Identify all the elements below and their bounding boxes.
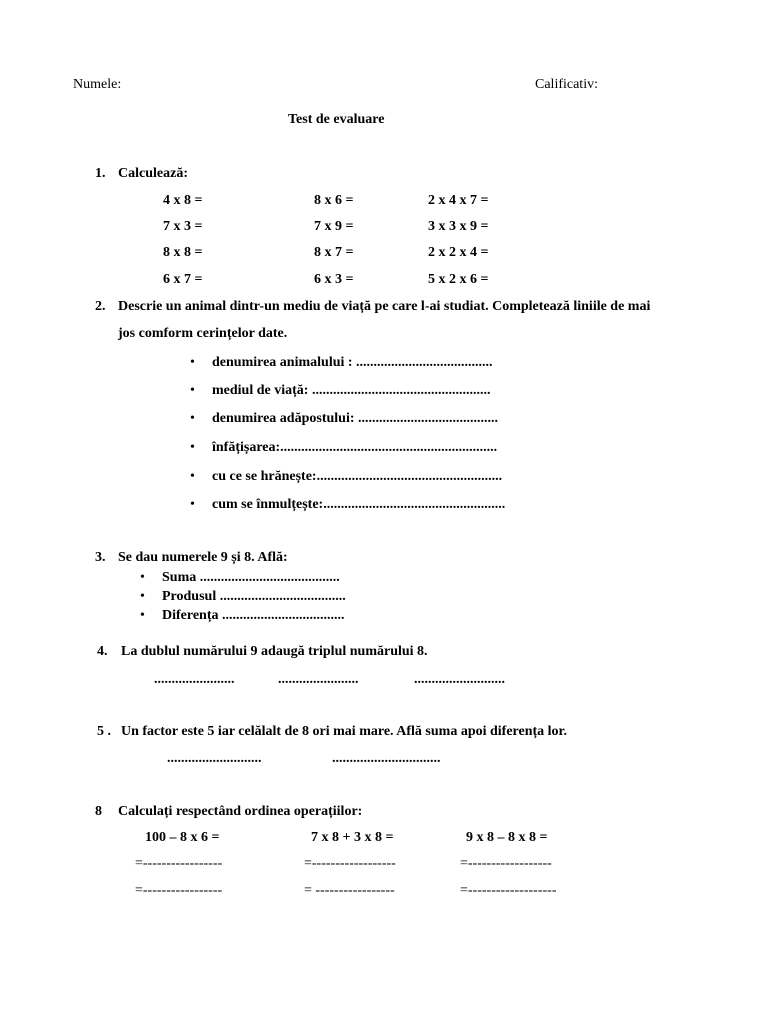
q1-exercise: 5 x 2 x 6 = (428, 272, 489, 287)
q2-list-item: • înfățișarea:.............................................................. (212, 441, 497, 455)
q1-exercise: 4 x 8 = (163, 193, 203, 208)
q5-answer-blank: ............................... (332, 751, 441, 766)
q3-list-item: • Suma ........................................ (162, 571, 340, 585)
q5-number: 5 . (97, 724, 111, 739)
q1-exercise: 8 x 8 = (163, 245, 203, 260)
q1-exercise: 2 x 2 x 4 = (428, 245, 489, 260)
q2-list-item: • denumirea animalului : ....................................... (212, 356, 493, 370)
q5-label: Un factor este 5 iar celălalt de 8 ori mai mare. Află suma apoi diferența lor. (121, 724, 567, 739)
q8-answer-line: =------------------- (460, 883, 557, 898)
q1-exercise: 8 x 6 = (314, 193, 354, 208)
q2-list-item: • mediul de viață: ................................................... (212, 384, 490, 398)
q3-number: 3. (95, 550, 106, 565)
q2-line2: jos comform cerințelor date. (118, 326, 288, 341)
q8-number: 8 (95, 804, 102, 819)
name-label: Numele: (73, 77, 122, 92)
q4-answer-blank: ....................... (278, 672, 359, 687)
q8-answer-line: =----------------- (135, 883, 223, 898)
q4-label: La dublul numărului 9 adaugă triplul numărului 8. (121, 644, 428, 659)
q4-answer-blank: .......................... (414, 672, 505, 687)
q5-answer-blank: ........................... (167, 751, 262, 766)
q8-expression: 7 x 8 + 3 x 8 = (311, 830, 394, 845)
page-title: Test de evaluare (288, 112, 385, 127)
q4-answer-blank: ....................... (154, 672, 235, 687)
q8-answer-line: =------------------ (460, 856, 552, 871)
q8-expression: 9 x 8 – 8 x 8 = (466, 830, 548, 845)
q8-expression: 100 – 8 x 6 = (145, 830, 220, 845)
q2-number: 2. (95, 299, 106, 314)
q1-number: 1. (95, 166, 106, 181)
q1-exercise: 2 x 4 x 7 = (428, 193, 489, 208)
q2-list-item: • denumirea adăpostului: ........................................ (212, 412, 498, 426)
q8-label: Calculați respectând ordinea operațiilor: (118, 804, 363, 819)
q3-list-item: • Produsul .................................... (162, 590, 346, 604)
q3-list-item: • Diferența ................................... (162, 609, 345, 623)
q8-answer-line: = ----------------- (304, 883, 395, 898)
q2-line1: Descrie un animal dintr-un mediu de viață pe care l-ai studiat. Completează liniile de mai (118, 299, 651, 314)
q8-answer-line: =----------------- (135, 856, 223, 871)
q4-number: 4. (97, 644, 108, 659)
q3-label: Se dau numerele 9 și 8. Află: (118, 550, 288, 565)
q1-exercise: 6 x 7 = (163, 272, 203, 287)
q1-exercise: 6 x 3 = (314, 272, 354, 287)
q1-exercise: 7 x 9 = (314, 219, 354, 234)
q1-exercise: 7 x 3 = (163, 219, 203, 234)
q8-answer-line: =------------------ (304, 856, 396, 871)
q1-label: Calculează: (118, 166, 188, 181)
q2-list-item: • cu ce se hrănește:..................................................... (212, 470, 502, 484)
q1-exercise: 8 x 7 = (314, 245, 354, 260)
grade-label: Calificativ: (535, 77, 598, 92)
q1-exercise: 3 x 3 x 9 = (428, 219, 489, 234)
q2-list-item: • cum se înmulțește:.................................................... (212, 498, 505, 512)
